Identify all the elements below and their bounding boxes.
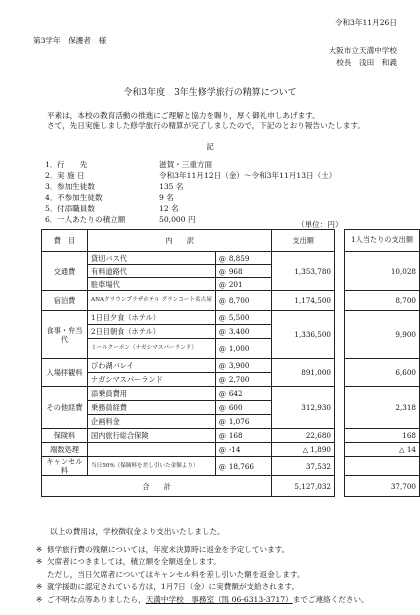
note-item [36,557,420,566]
item-amount: 968 [228,266,243,276]
funding-note: 以上の費用は，学校徴収金より支出いたしました。 [50,527,225,536]
amount-cell [215,443,272,457]
item-label: 1日目夕食（ホテル） [88,311,216,325]
per-person-row [345,443,420,457]
per-person-cell: 10,028 [345,252,420,291]
amount-cell [215,291,272,311]
item-amount: 3,400 [228,327,250,336]
amount-cell [215,265,272,278]
info-value: 9 名 [159,193,174,202]
per-person-cell: 2,318 [345,387,420,429]
category-cell: 食事・弁当代 [42,311,88,359]
intro-paragraph [47,111,365,132]
note-item [36,582,420,591]
at-mark: @ [218,431,226,440]
item-label: 国内旅行総合保険 [88,429,216,443]
item-amount: 1,000 [228,344,250,353]
category-cell: その他経費 [42,387,88,429]
addressee: 第3学年 保護者 様 [33,36,107,45]
contact-office: 天満中学校 事務室（℡ 06-6313-3717） [145,594,293,604]
category-cell: 端数処理 [42,443,88,457]
paid-cell: 1,353,780 [272,252,335,291]
note-text: ご不明な点等ありましたら， [47,594,146,604]
paid-cell: 22,680 [272,429,335,443]
info-label: 一人あたりの積立額 [57,215,126,224]
info-label: 実 施 日 [57,171,85,180]
at-mark: @ [218,313,226,322]
principal-name: 校長 浅田 和義 [336,58,397,68]
at-mark: @ [218,361,226,370]
header-paid: 支出額 [272,230,335,252]
paid-cell: 312,930 [272,387,335,429]
table-row [42,387,335,401]
table-row [42,291,335,311]
item-label [88,443,216,457]
amount-cell [215,373,272,387]
document-date: 令和3年11月26日 [334,18,397,27]
category-cell: 交通費 [42,252,88,291]
total-paid: 5,127,032 [272,476,335,497]
item-amount: 168 [228,431,243,440]
item-label: 有料道路代 [88,265,216,278]
category-cell: 保険料 [42,429,88,443]
notes-list [36,545,420,607]
at-mark: @ [218,417,226,426]
at-mark: @ [218,389,226,398]
total-label: 合 計 [42,476,272,497]
school-name: 大阪市立天満中学校 [328,46,397,55]
note-text: ただし，当日欠席者についてはキャンセル料を差し引いた額を返金します。 [47,569,305,579]
item-amount: 5,500 [228,313,250,322]
info-label: 参加生徒数 [57,182,95,191]
header-category: 費 目 [42,230,88,252]
category-cell: キャンセル料 [42,457,88,476]
sender-block [329,46,397,71]
per-person-cell [345,457,420,476]
table-row [42,443,335,457]
paid-cell: △ 1,890 [272,443,335,457]
settlement-table [41,229,335,497]
table-row [42,359,335,373]
item-amount: 642 [228,389,243,398]
note-mark: ※ [36,582,43,592]
per-person-cell: 168 [345,429,420,443]
item-label: ナガシマスパーランド [88,373,216,387]
amount-cell [215,278,272,291]
category-cell: 宿泊費 [42,291,88,311]
at-mark: @ [218,327,226,336]
header-per-person: 1人当たりの支出額 [345,230,420,252]
header-detail: 内 訳 [88,230,272,252]
item-amount: 2,700 [228,375,250,384]
amount-cell [215,252,272,265]
info-row [45,204,365,215]
info-row [45,193,365,204]
at-mark: @ [218,344,226,353]
amount-cell [215,429,272,443]
info-value: 令和3年11月12日（金）〜令和3年11月13日（土） [159,171,337,180]
item-amount: 8,700 [228,296,250,305]
table-row [42,252,335,265]
unit-note: （単位：円） [297,220,343,229]
per-person-header-row [345,230,420,252]
item-label: 当日50%（保険料を差し引いた金額より） [88,457,216,476]
note-mark: ※ [36,545,43,554]
amount-cell [215,457,272,476]
amount-cell [215,415,272,429]
item-label: 添乗員費用 [88,387,216,401]
note-text: 欠席者につきましては，積立額を全額返金します。 [47,557,221,567]
item-label: ミールクーポン（ナガシマスパーランド） [88,339,216,359]
per-person-total-row [345,476,420,497]
info-num: 1． [45,160,58,169]
intro-line: 平素は，本校の教育活動の推進にご理解と協力を賜り，厚く御礼申しあげます。 [47,111,320,120]
per-person-row [345,387,420,429]
info-num: 3． [45,182,58,191]
info-row [45,160,365,171]
info-value: 50,000 円 [159,215,196,224]
document-title: 令和3年度 3年生修学旅行の精算について [123,88,297,98]
info-row [45,182,365,193]
amount-cell [215,387,272,401]
info-num: 6． [45,215,58,224]
info-label: 付添職員数 [57,204,95,213]
item-label: 貸切バス代 [88,252,216,265]
paid-cell: 1,174,500 [272,291,335,311]
item-label: ANAクラウンプラザホテル グランコート名古屋 [88,291,216,311]
at-mark: @ [218,296,226,305]
item-amount: 3,900 [228,361,250,370]
table-header-row [42,230,335,252]
note-item [36,545,420,554]
amount-cell [215,325,272,339]
item-label: 駐車場代 [88,278,216,291]
info-row [45,171,365,182]
per-person-row [345,311,420,359]
per-person-row [345,252,420,291]
item-label: びわ湖バレイ [88,359,216,373]
intro-line: さて，先日実施しました修学旅行の精算が完了しましたので，下記のとおり報告いたします。 [47,121,366,131]
note-text: 修学旅行費の残額については，年度末決算時に返金を予定しています。 [47,545,290,554]
per-person-row [345,359,420,387]
note-item [36,595,420,604]
item-amount: 201 [228,279,243,289]
at-mark: @ [218,375,226,384]
info-label: 不参加生徒数 [57,193,103,202]
note-text: までご連絡ください。 [292,594,369,604]
note-mark: ※ [36,557,43,567]
item-amount: -14 [228,445,241,454]
per-person-cell: 9,900 [345,311,420,359]
amount-cell [215,339,272,359]
per-person-row [345,429,420,443]
at-mark: @ [218,279,226,289]
per-person-cell: 6,600 [345,359,420,387]
at-mark: @ [218,253,226,263]
info-num: 2． [45,171,58,180]
table-row [42,457,335,476]
info-num: 4． [45,193,58,202]
at-mark: @ [218,461,226,471]
info-value: 135 名 [159,182,184,191]
at-mark: @ [218,445,226,454]
amount-cell [215,311,272,325]
per-person-cell: △ 14 [345,443,420,457]
note-mark: ※ [36,594,43,604]
amount-cell [215,401,272,415]
item-amount: 600 [228,403,243,412]
trip-info-list [45,160,365,226]
total-per-person: 37,700 [345,476,420,497]
category-cell: 入場拝観料 [42,359,88,387]
per-person-row [345,291,420,311]
item-label: 2日目朝食（ホテル） [88,325,216,339]
per-person-row [345,457,420,476]
note-item [36,570,420,579]
note-text: 就学援助に認定されている方は，1月7日（金）に実費額が支給されます。 [47,582,300,592]
per-person-table [344,229,420,497]
item-amount: 18,766 [228,461,254,471]
info-num: 5． [45,204,58,213]
total-row [42,476,335,497]
ki-heading: 記 [206,142,214,151]
item-amount: 8,859 [228,253,250,263]
paid-cell: 37,532 [272,457,335,476]
per-person-cell: 8,700 [345,291,420,311]
item-label: 企画料金 [88,415,216,429]
info-label: 行 先 [57,160,88,169]
item-label: 乗務員経費 [88,401,216,415]
at-mark: @ [218,403,226,412]
item-amount: 1,076 [228,417,250,426]
table-row [42,429,335,443]
info-value: 12 名 [159,204,179,213]
amount-cell [215,359,272,373]
table-row [42,311,335,325]
info-value: 滋賀・三重方面 [159,160,213,169]
at-mark: @ [218,266,226,276]
paid-cell: 1,336,500 [272,311,335,359]
paid-cell: 891,000 [272,359,335,387]
